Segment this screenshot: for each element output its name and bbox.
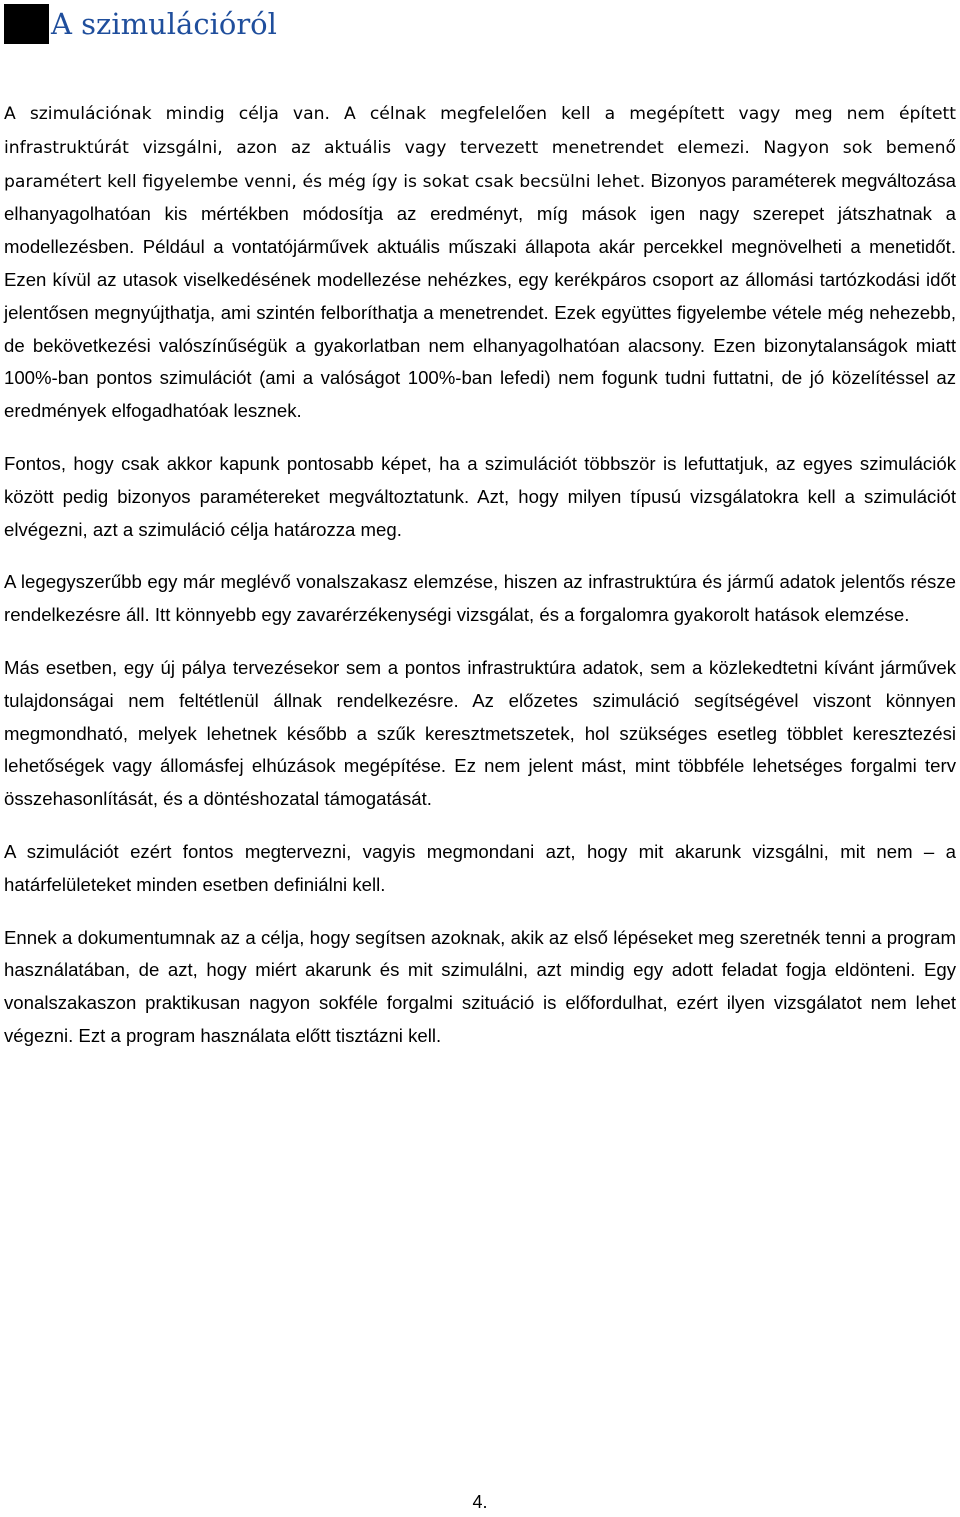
paragraph-2: Fontos, hogy csak akkor kapunk pontosabb képet, ha a szimulációt többször is lefuttatjuk, az egyes szimulációk között pedig bizonyos paramétereket megváltoztatunk. Azt, hogy milyen típusú vizsgálatokra kell a szimulációt elvégezni, azt a szimuláció célja határozza meg. xyxy=(4,452,956,540)
heading-marker-block xyxy=(4,4,49,44)
heading-title: A szimulációról xyxy=(51,7,277,41)
paragraph-6: Ennek a dokumentumnak az a célja, hogy segítsen azoknak, akik az első lépéseket meg szeretnék tenni a program használatában, de azt, hogy miért akarunk és mit szimulálni, azt mindig egy adott feladat fogja eldönteni. Egy vonalszakaszon praktikusan nagyon sokféle forgalmi szituáció is előfordulhat, ezért ilyen vizsgálatot nem lehet végezni. Ezt a program használata előtt tisztázni kell. xyxy=(4,926,956,1046)
document-body xyxy=(4,97,956,1073)
paragraph-1 xyxy=(4,97,956,428)
page-number: 4. xyxy=(472,1492,488,1512)
paragraph-3: A legegyszerűbb egy már meglévő vonalszakasz elemzése, hiszen az infrastruktúra és jármű adatok jelentős része rendelkezésre áll. Itt könnyebb egy zavarérzékenységi vizsgálat, és a forgalomra gyakorolt hatások elemzése. xyxy=(4,571,956,626)
paragraph-5: A szimulációt ezért fontos megtervezni, vagyis megmondani azt, hogy mit akarunk vizsgálni, mit nem – a határfelületeket minden esetben definiálni kell. xyxy=(4,840,956,895)
section-heading xyxy=(4,4,277,44)
paragraph-1-part-b: Bizonyos paraméterek megváltozása elhanyagolhatóan kis mértékben módosítja az eredményt, míg mások igen nagy szerepet játszhatnak a modellezésben. Például a vontatójárművek aktuális műszaki állapota akár percekkel megnövelheti a menetidőt. Ezen kívül az utasok viselkedésének modellezése nehézkes, egy kerékpáros csoport az állomási tartózkodási időt jelentősen megnyújthatja, ami szintén felboríthatja a menetrendet. Ezek együttes figyelembe vétele még nehezebb, de bekövetkezési valószínűségük a gyakorlatban nem elhanyagolhatóan alacsony. Ezen bizonytalanságok miatt 100%-ban pontos szimulációt (ami a valóságot 100%-ban lefedi) nem fogunk tudni futtatni, de jó közelítéssel az eredmények elfogadhatóak lesznek. xyxy=(4,169,956,422)
paragraph-1-part-a: A szimulációnak mindig célja van. A célnak megfelelően kell a megépített vagy meg nem épített infrastruktúrát vizsgálni, azon az aktuális vagy tervezett menetrendet elemezi. Nagyon sok bemenő paramétert kell figyelembe venni, és még így is sokat csak becsülni lehet. xyxy=(4,104,956,192)
paragraph-4: Más esetben, egy új pálya tervezésekor sem a pontos infrastruktúra adatok, sem a közlekedtetni kívánt járművek tulajdonságai nem feltétlenül állnak rendelkezésre. Az előzetes szimuláció segítségével viszont könnyen megmondható, melyek lehetnek később a szűk keresztmetszetek, hol szükséges esetleg többlet keresztezési lehetőségek vagy állomásfej elhúzások megépítése. Ez nem jelent mást, mint többféle lehetséges forgalmi terv összehasonlítását, és a döntéshozatal támogatását. xyxy=(4,656,956,810)
